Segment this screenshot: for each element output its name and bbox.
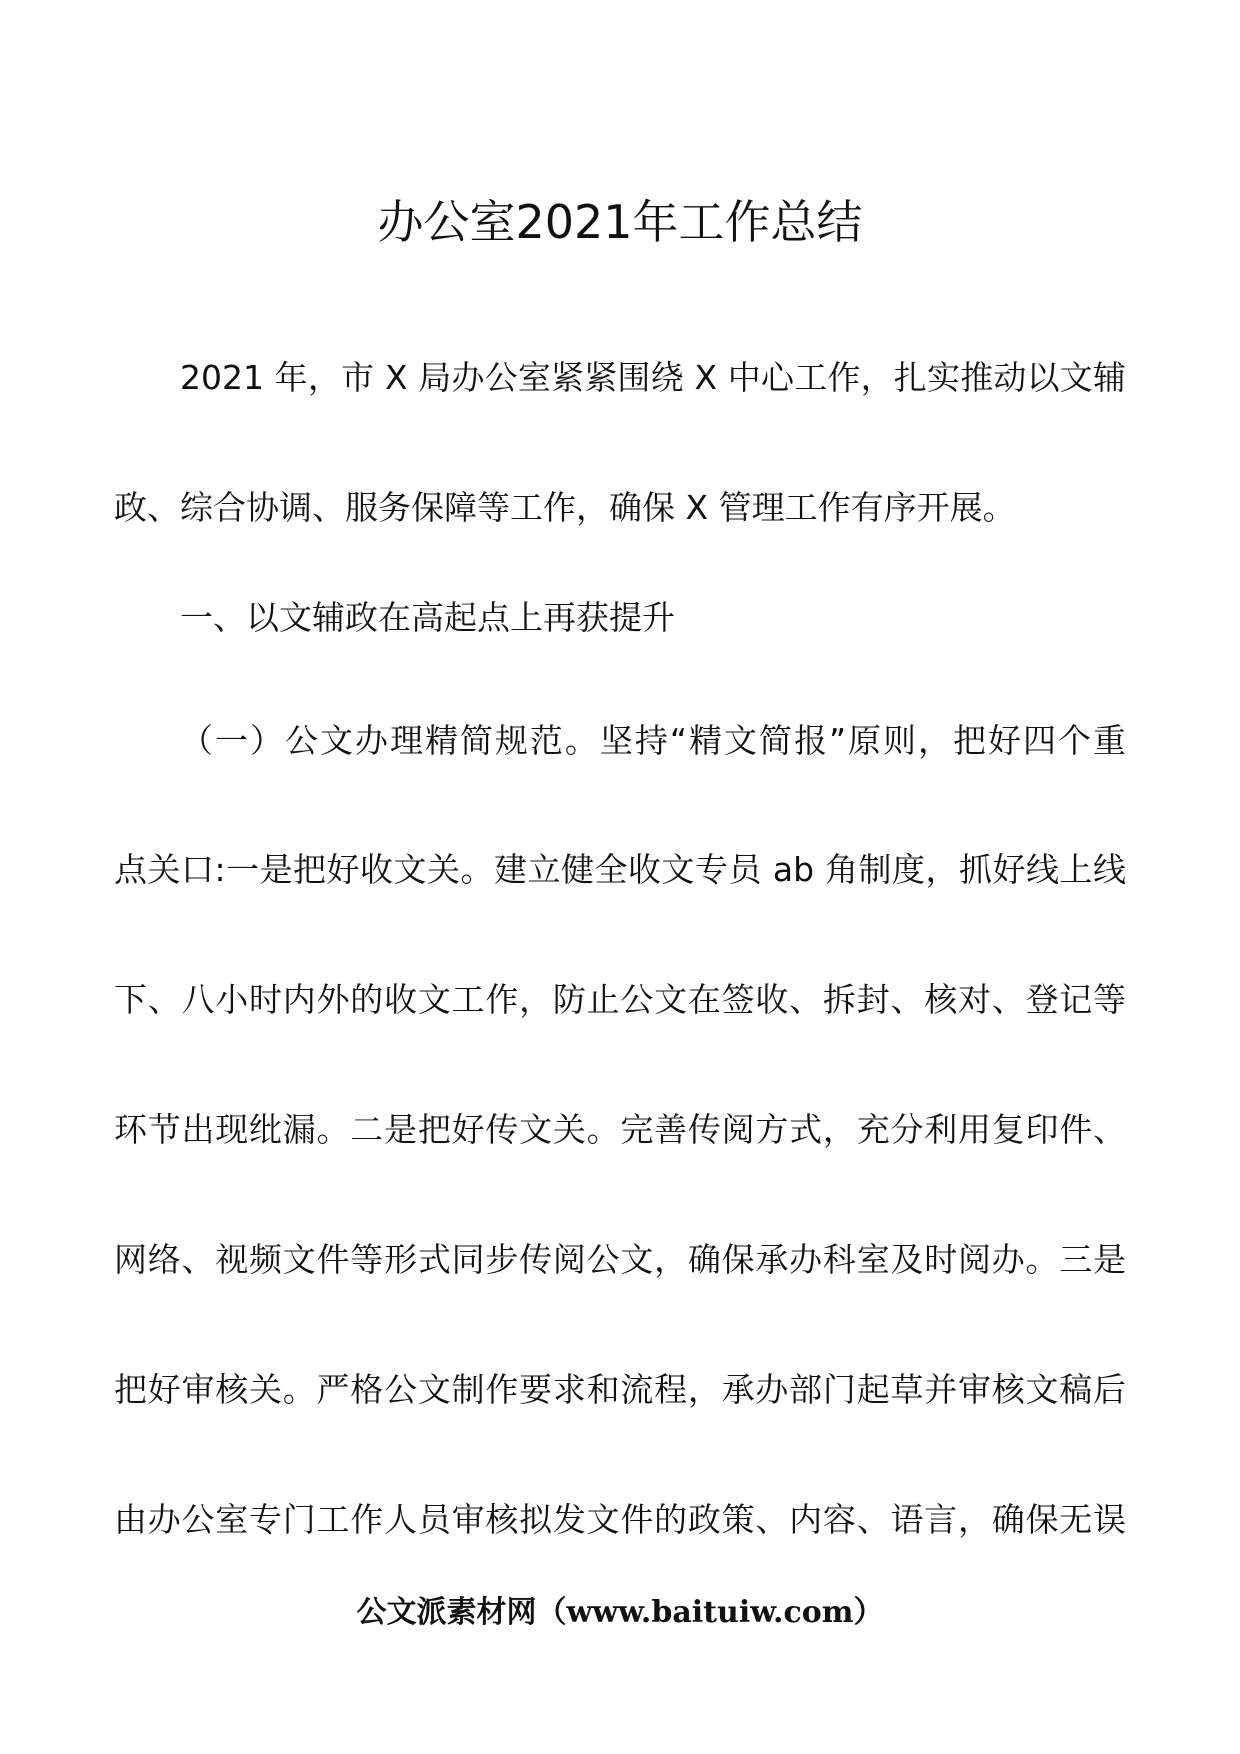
body-line-8: 网络、视频文件等形式同步传阅公文，确保承办科室及时阅办。三是	[114, 1240, 1126, 1279]
body-line-6: 下、八小时内外的收文工作，防止公文在签收、拆封、核对、登记等	[114, 980, 1126, 1019]
document-title: 办公室2021年工作总结	[377, 195, 863, 249]
body-line-9: 把好审核关。严格公文制作要求和流程，承办部门起草并审核文稿后	[114, 1370, 1126, 1409]
body-line-4: （一）公文办理精简规范。坚持“精文简报”原则，把好四个重	[180, 721, 1126, 760]
body-line-7: 环节出现纰漏。二是把好传文关。完善传阅方式，充分利用复印件、	[114, 1110, 1126, 1149]
section-heading: 一、以文辅政在高起点上再获提升	[180, 598, 675, 637]
body-line-5: 点关口:一是把好收文关。建立健全收文专员 ab 角制度，抓好线上线	[114, 850, 1126, 889]
footer-watermark-text: 公文派素材网（www.baituiw.com）	[356, 1595, 884, 1630]
body-line-10: 由办公室专门工作人员审核拟发文件的政策、内容、语言，确保无误	[114, 1500, 1126, 1539]
body-line-1: 2021 年，市 X 局办公室紧紧围绕 X 中心工作，扎实推动以文辅	[180, 358, 1126, 397]
body-line-2: 政、综合协调、服务保障等工作，确保 X 管理工作有序开展。	[114, 488, 1016, 527]
